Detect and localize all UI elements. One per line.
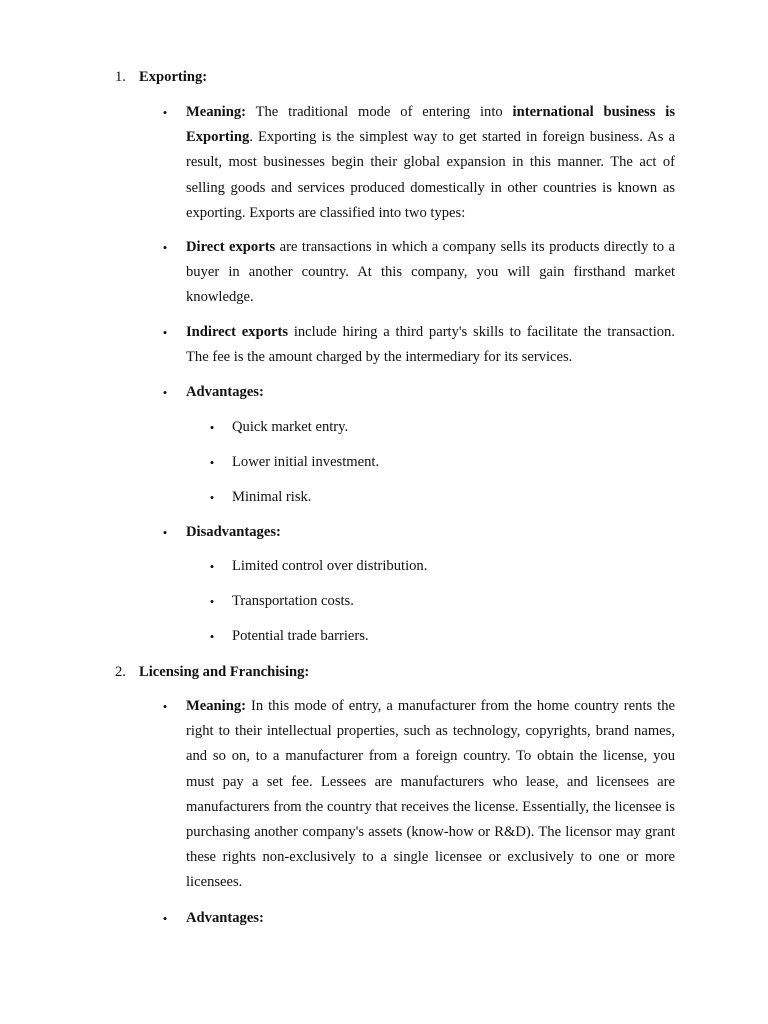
advantage-item: Quick market entry. <box>232 419 349 435</box>
licensing-meaning-paragraph <box>186 694 675 896</box>
meaning-bold-phrase: international business is Exporting <box>186 104 676 146</box>
direct-exports-label: Direct exports <box>186 239 276 255</box>
sub-bullet-icon: • <box>209 490 215 505</box>
section-1-number: 1. <box>115 69 126 85</box>
bullet-icon: • <box>162 525 168 540</box>
indirect-exports-label: Indirect exports <box>186 324 289 340</box>
disadvantage-item: Transportation costs. <box>232 593 354 609</box>
exporting-meaning-paragraph <box>186 100 675 226</box>
meaning-text-b: . Exporting is the simplest way to get started in foreign business. As a result, most businesses begin their global expansion in this manner. The act of selling goods and services produced domestically in other countries is known as exporting. Exports are classified into two types: <box>186 129 675 221</box>
bullet-icon: • <box>162 699 168 714</box>
bullet-icon: • <box>162 385 168 400</box>
disadvantages-label: Disadvantages: <box>186 524 281 540</box>
bullet-icon: • <box>162 240 168 255</box>
sub-bullet-icon: • <box>209 420 215 435</box>
advantages-label: Advantages: <box>186 910 264 926</box>
licensing-advantages-heading <box>186 906 675 931</box>
disadvantage-item: Potential trade barriers. <box>232 628 369 644</box>
sub-bullet-icon: • <box>209 455 215 470</box>
advantage-item: Lower initial investment. <box>232 454 380 470</box>
disadvantage-item: Limited control over distribution. <box>232 558 428 574</box>
bullet-icon: • <box>162 325 168 340</box>
sub-bullet-icon: • <box>209 629 215 644</box>
indirect-exports-paragraph <box>186 320 675 370</box>
bullet-icon: • <box>162 105 168 120</box>
direct-exports-text: are transactions in which a company sells its products directly to a buyer in another country. At this company, you will gain firsthand market knowledge. <box>186 239 675 306</box>
advantage-item: Minimal risk. <box>232 489 312 505</box>
sub-bullet-icon: • <box>209 559 215 574</box>
meaning-label: Meaning: <box>186 104 246 120</box>
meaning-label: Meaning: <box>186 698 246 714</box>
section-2-number: 2. <box>115 664 126 680</box>
bullet-icon: • <box>162 911 168 926</box>
meaning-text-a: The traditional mode of entering into <box>246 104 513 120</box>
section-2-title: Licensing and Franchising: <box>139 664 310 680</box>
advantages-label: Advantages: <box>186 384 264 400</box>
indirect-exports-text: include hiring a third party's skills to facilitate the transaction. The fee is the amount charged by the intermediary for its services. <box>186 324 675 366</box>
licensing-meaning-text: In this mode of entry, a manufacturer from the home country rents the right to their intellectual properties, such as technology, copyrights, brand names, and so on, to a manufacturer from a foreign country. To obtain the license, you must pay a set fee. Lessees are manufacturers who lease, and licensees are manufacturers from the country that receives the license. Essentially, the licensee is purchasing another company's assets (know-how or R&D). The licensor may grant these rights non-exclusively to a single licensee or exclusively to one or more licensees. <box>186 698 675 891</box>
advantages-heading <box>186 380 675 405</box>
sub-bullet-icon: • <box>209 594 215 609</box>
section-1-title: Exporting: <box>139 69 208 85</box>
direct-exports-paragraph <box>186 235 675 311</box>
disadvantages-heading <box>186 520 675 545</box>
